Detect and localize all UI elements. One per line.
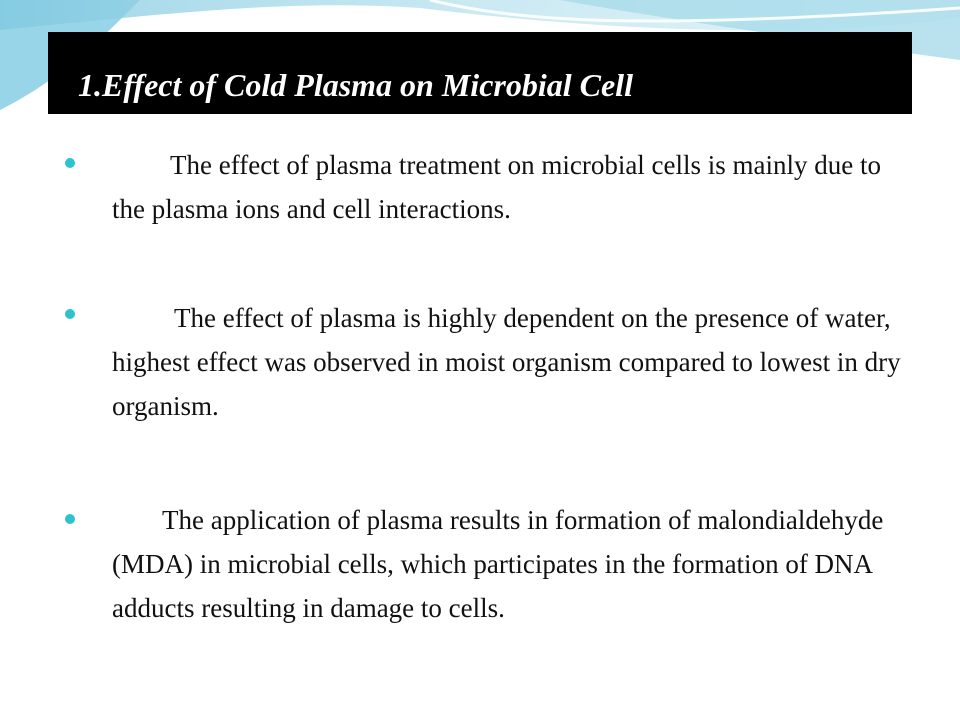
bullet-dot-icon	[65, 158, 75, 168]
bullet-text-1: The effect of plasma treatment on microbial cells is mainly due to the plasma ions and cell interactions.	[112, 150, 882, 224]
bullet-dot-icon	[65, 514, 75, 524]
bullet-text-2: The effect of plasma is highly dependent on the presence of water, highest effect was observed in moist organism compared to lowest in dry organism.	[112, 303, 901, 421]
slide-title: 1.Effect of Cold Plasma on Microbial Cell	[78, 67, 633, 103]
bullet-dot-icon	[65, 309, 75, 319]
bullet-text-3: The application of plasma results in formation of malondialdehyde (MDA) in microbial cells, which participates in the formation of DNA adducts resulting in damage to cells.	[112, 505, 884, 623]
